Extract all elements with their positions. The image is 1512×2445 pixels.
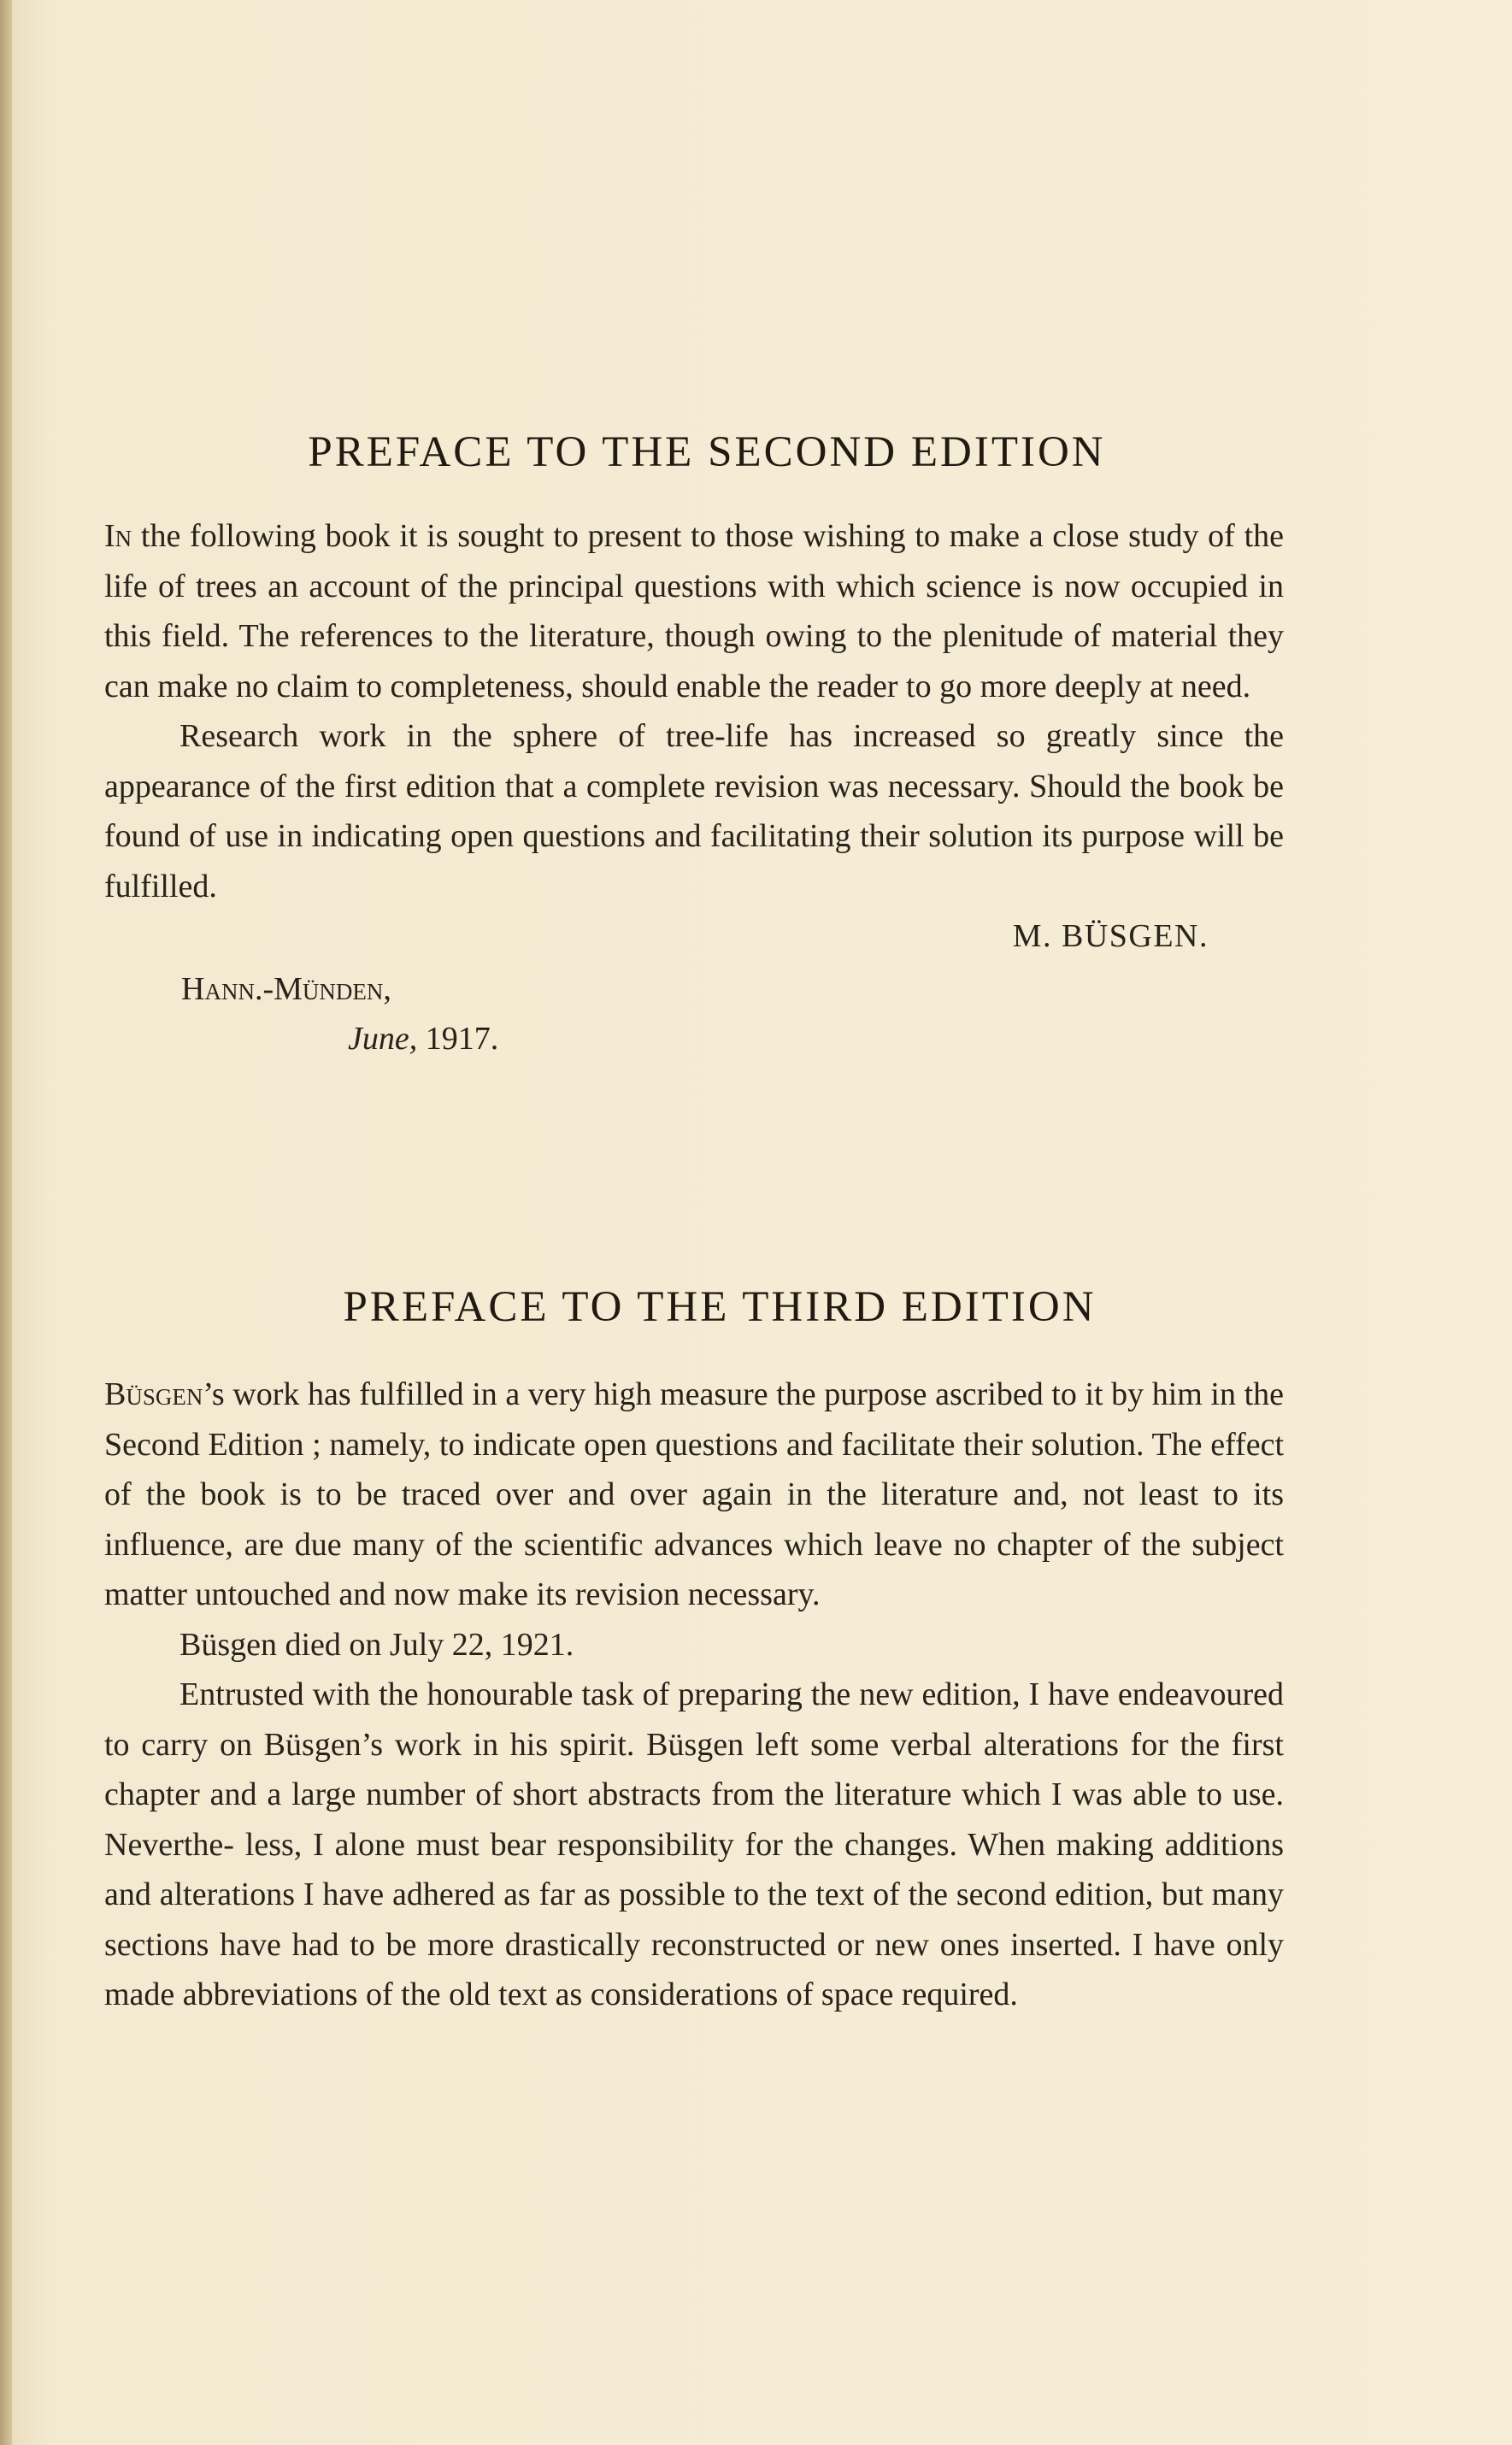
date-year: 1917. — [417, 1021, 499, 1057]
preface-third-paragraph-3: Entrusted with the honourable task of preparing the new edition, I have endeavoured to carry on Büsgen’s work in his spirit. Büsgen left some verbal alterations for the first chapter and a large number of short abstracts from the literature which I was able to use. Neverthe- less, I alone must bear responsibility for the changes. When making additions and alterations I have adhered as far as possible to the text of the second edition, but many sections have had to be more drastically reconstructed or new ones inserted. I have only made abbreviations of the old text as considerations of space required. — [104, 1676, 1284, 2012]
preface-third-body — [104, 1370, 1284, 2020]
preface-second-edition — [104, 427, 1284, 1063]
paragraph-text: the following book it is sought to present to those wishing to make a close study of the life of trees an account of the principal questions with which science is now occupied in this field. The references to the literature, though owing to the plenitude of material they can make no claim to completeness, should enable the reader to go more deeply at need. — [104, 518, 1284, 704]
preface-second-paragraph-2: Research work in the sphere of tree-life has increased so greatly since the appearance of the first edition that a complete revision was necessary. Should the book be found of use in indicating open questions and facilitating their solution its purpose will be fulfilled. — [104, 718, 1284, 904]
preface-third-paragraph-1 — [104, 1370, 1284, 1620]
preface-third-edition — [104, 1282, 1284, 2020]
preface-second-paragraph-1 — [104, 511, 1284, 711]
signature-date — [104, 1014, 1284, 1063]
signature-place: Hann.-Münden, — [181, 971, 391, 1007]
date-month: June, — [348, 1021, 418, 1057]
author-signature: M. BÜSGEN. — [1012, 918, 1209, 954]
paragraph-text: ’s work has fulfilled in a very high measure the purpose ascribed to it by him in the Second Edition ; namely, to indicate open questions and facilitate their solution. The effect of the book is to be traced over and over again in the literature and, not least to its influence, are due many of the scientific advances which leave no chapter of the subject matter untouched and now make its revision necessary. — [104, 1376, 1284, 1612]
preface-second-body — [104, 511, 1284, 911]
page-binding-edge — [0, 0, 12, 2445]
drop-lead-word: In — [104, 518, 132, 554]
drop-lead-word: Büsgen — [104, 1376, 203, 1412]
preface-third-title: PREFACE TO THE THIRD EDITION — [343, 1283, 1097, 1331]
preface-third-paragraph-2: Büsgen died on July 22, 1921. — [179, 1626, 574, 1663]
preface-second-title: PREFACE TO THE SECOND EDITION — [308, 428, 1106, 476]
